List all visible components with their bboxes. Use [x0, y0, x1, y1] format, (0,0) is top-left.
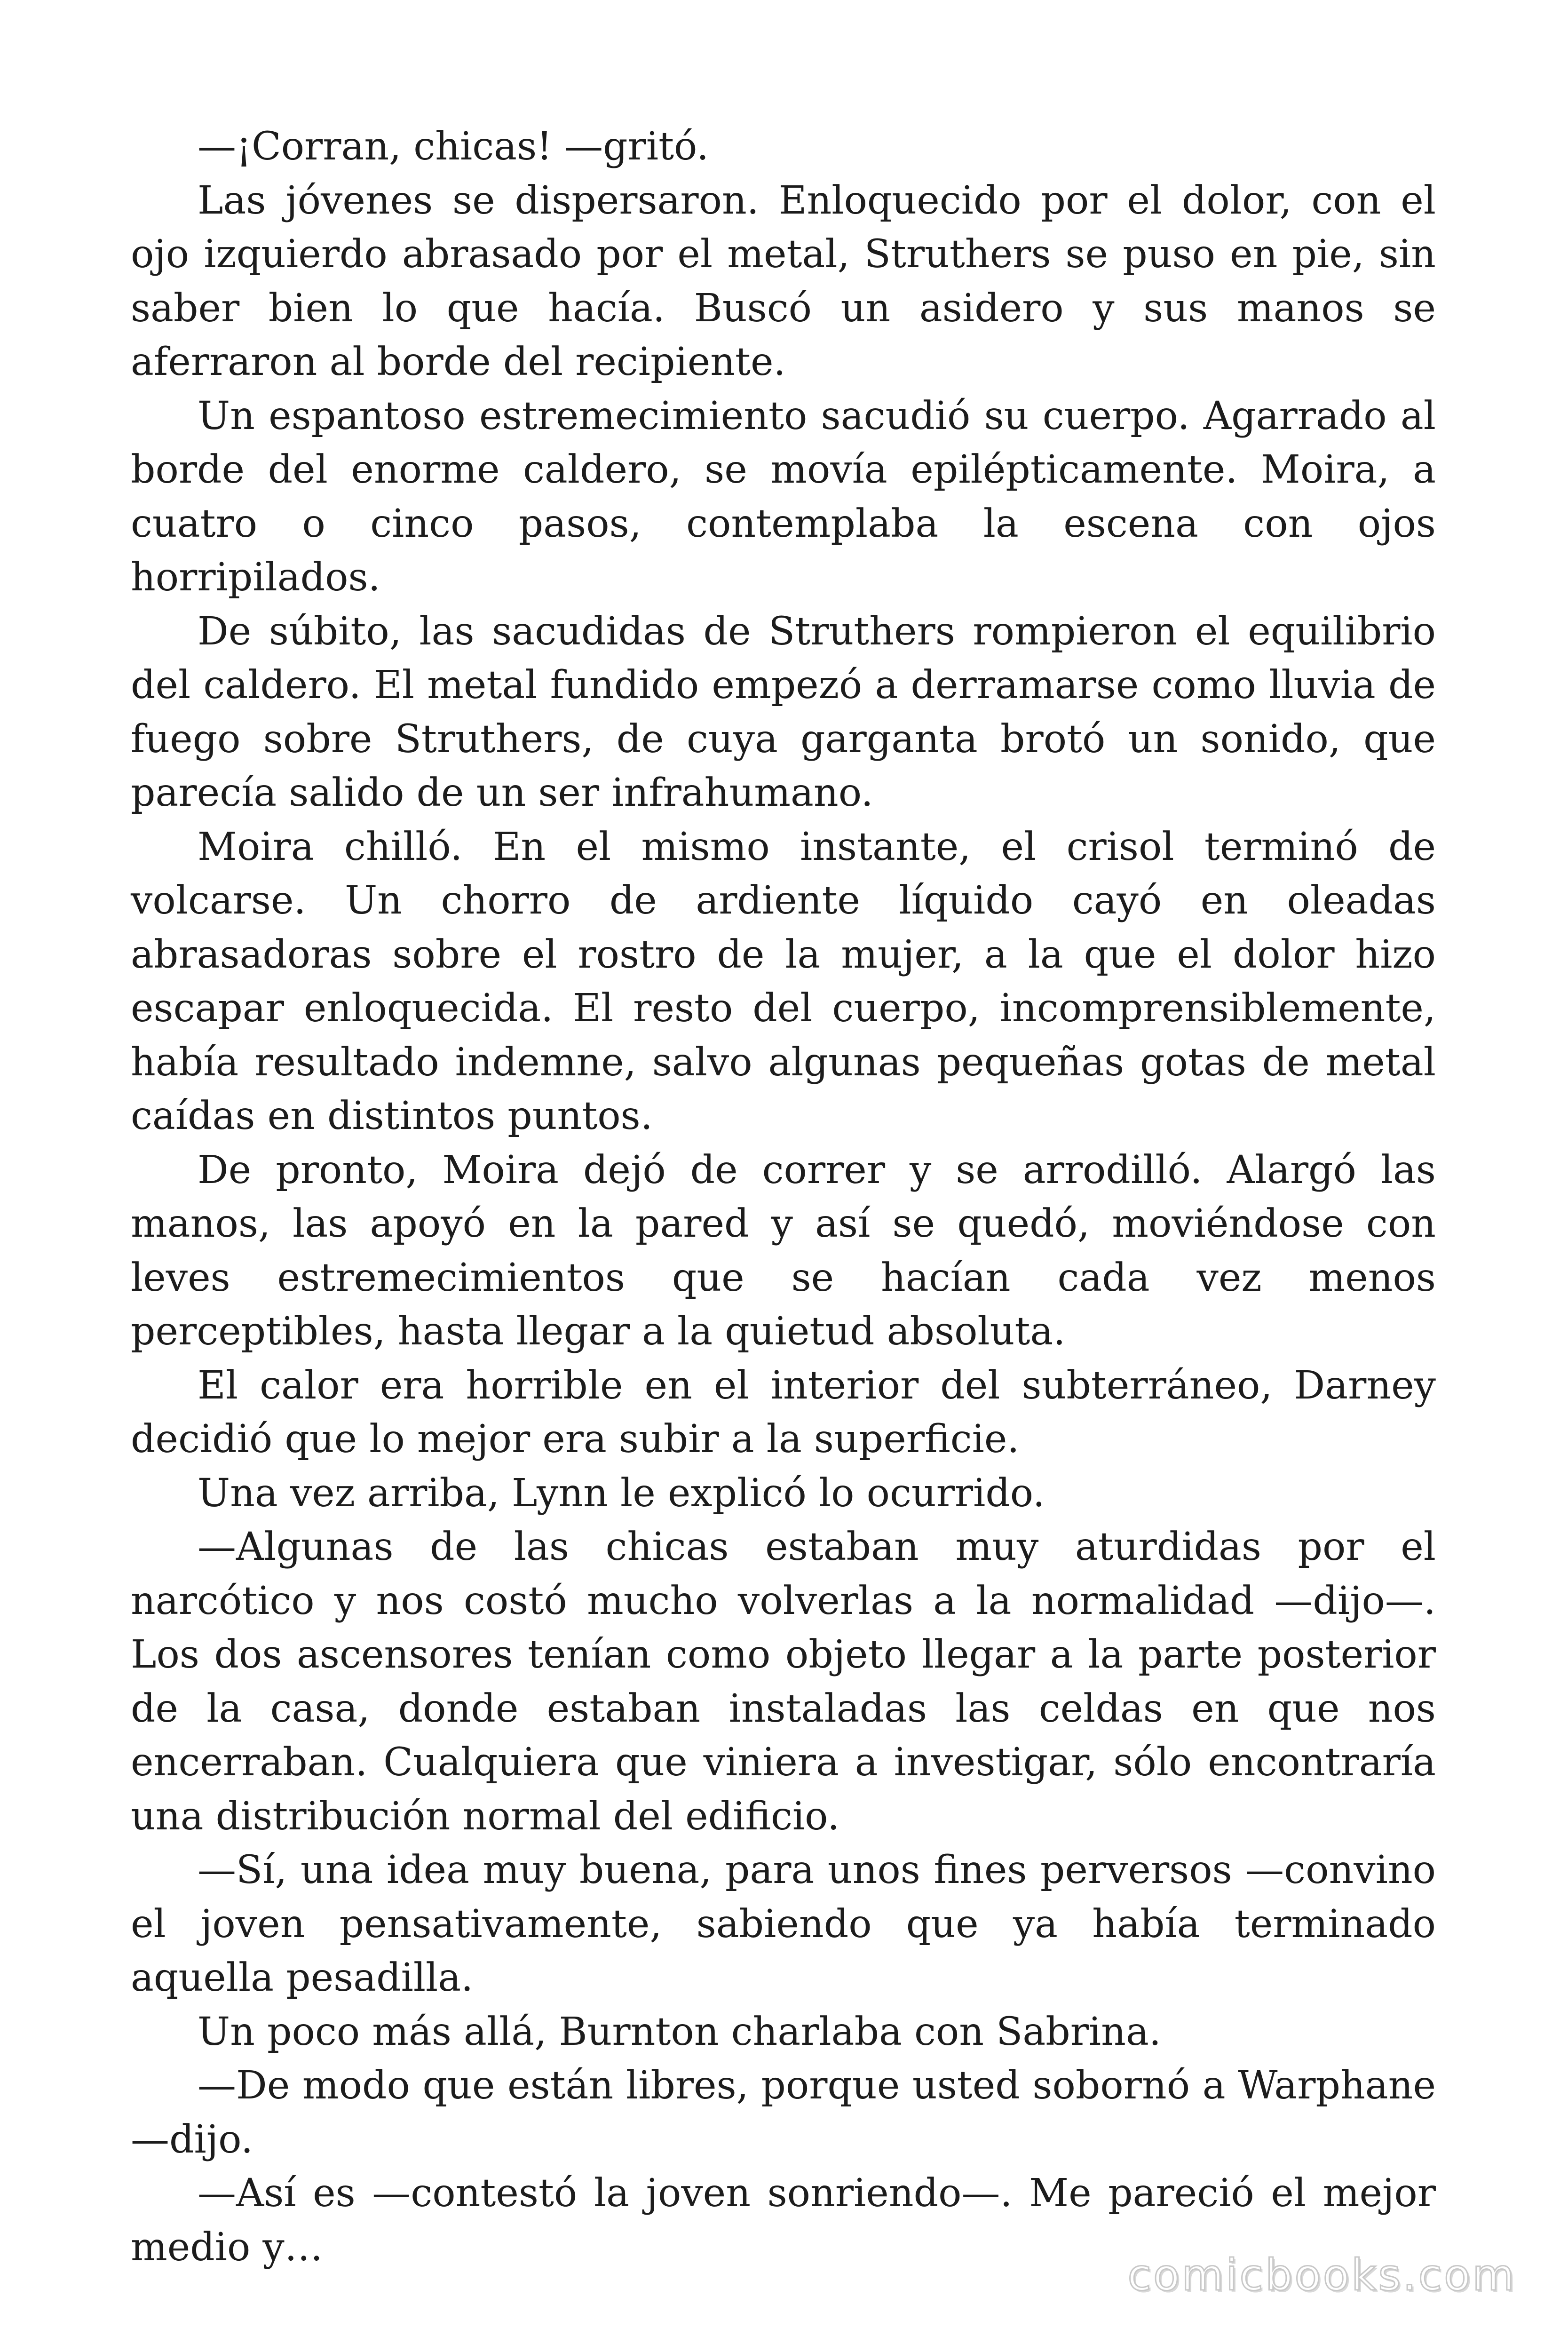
paragraph: —¡Corran, chicas! —gritó.: [198, 124, 709, 169]
paragraph: Un espantoso estremecimiento sacudió su cuerpo. Agarrado al borde del enorme caldero, se movía epilépticamente. Moira, a cuatro o cinco pasos, contemplaba la escena con ojos horripilados.: [131, 393, 1436, 600]
paragraph: —Algunas de las chicas estaban muy aturdidas por el narcótico y nos costó mucho volverlas a la normalidad —dijo—. Los dos ascensores tenían como objeto llegar a la parte posterior de la casa, donde estaban instaladas las celdas en que nos encerraban. Cualquiera que viniera a investigar, sólo encontraría una distribución normal del edificio.: [131, 1525, 1436, 1839]
paragraph: Un poco más allá, Burnton charlaba con Sabrina.: [198, 2009, 1161, 2054]
paragraph: De pronto, Moira dejó de correr y se arrodilló. Alargó las manos, las apoyó en la pared y así se quedó, moviéndose con leves estremecimientos que se hacían cada vez menos perceptibles, hasta llegar a la quietud absoluta.: [131, 1147, 1436, 1354]
paragraph: El calor era horrible en el interior del subterráneo, Darney decidió que lo mejor era subir a la superficie.: [131, 1363, 1436, 1462]
paragraph: Una vez arriba, Lynn le explicó lo ocurrido.: [198, 1470, 1045, 1516]
watermark: comicbooks.com: [1127, 2250, 1516, 2300]
paragraph: Moira chilló. En el mismo instante, el crisol terminó de volcarse. Un chorro de ardiente líquido cayó en oleadas abrasadoras sobre el rostro de la mujer, a la que el dolor hizo escapar enloquecida. El resto del cuerpo, incomprensiblemente, había resultado indemne, salvo algunas pequeñas gotas de metal caídas en distintos puntos.: [131, 824, 1436, 1138]
paragraph: Las jóvenes se dispersaron. Enloquecido por el dolor, con el ojo izquierdo abrasado por el metal, Struthers se puso en pie, sin saber bien lo que hacía. Buscó un asidero y sus manos se aferraron al borde del recipiente.: [131, 178, 1436, 384]
book-page-text: [131, 120, 1436, 2274]
paragraph: —Sí, una idea muy buena, para unos fines perversos —convino el joven pensativamente, sabiendo que ya había terminado aquella pesadilla.: [131, 1848, 1436, 2000]
paragraph: De súbito, las sacudidas de Struthers rompieron el equilibrio del caldero. El metal fundido empezó a derramarse como lluvia de fuego sobre Struthers, de cuya garganta brotó un sonido, que parecía salido de un ser infrahumano.: [131, 609, 1436, 815]
paragraph: —De modo que están libres, porque usted sobornó a Warphane —dijo.: [131, 2063, 1436, 2162]
paragraph: —Así es —contestó la joven sonriendo—. Me pareció el mejor medio y…: [131, 2171, 1436, 2270]
